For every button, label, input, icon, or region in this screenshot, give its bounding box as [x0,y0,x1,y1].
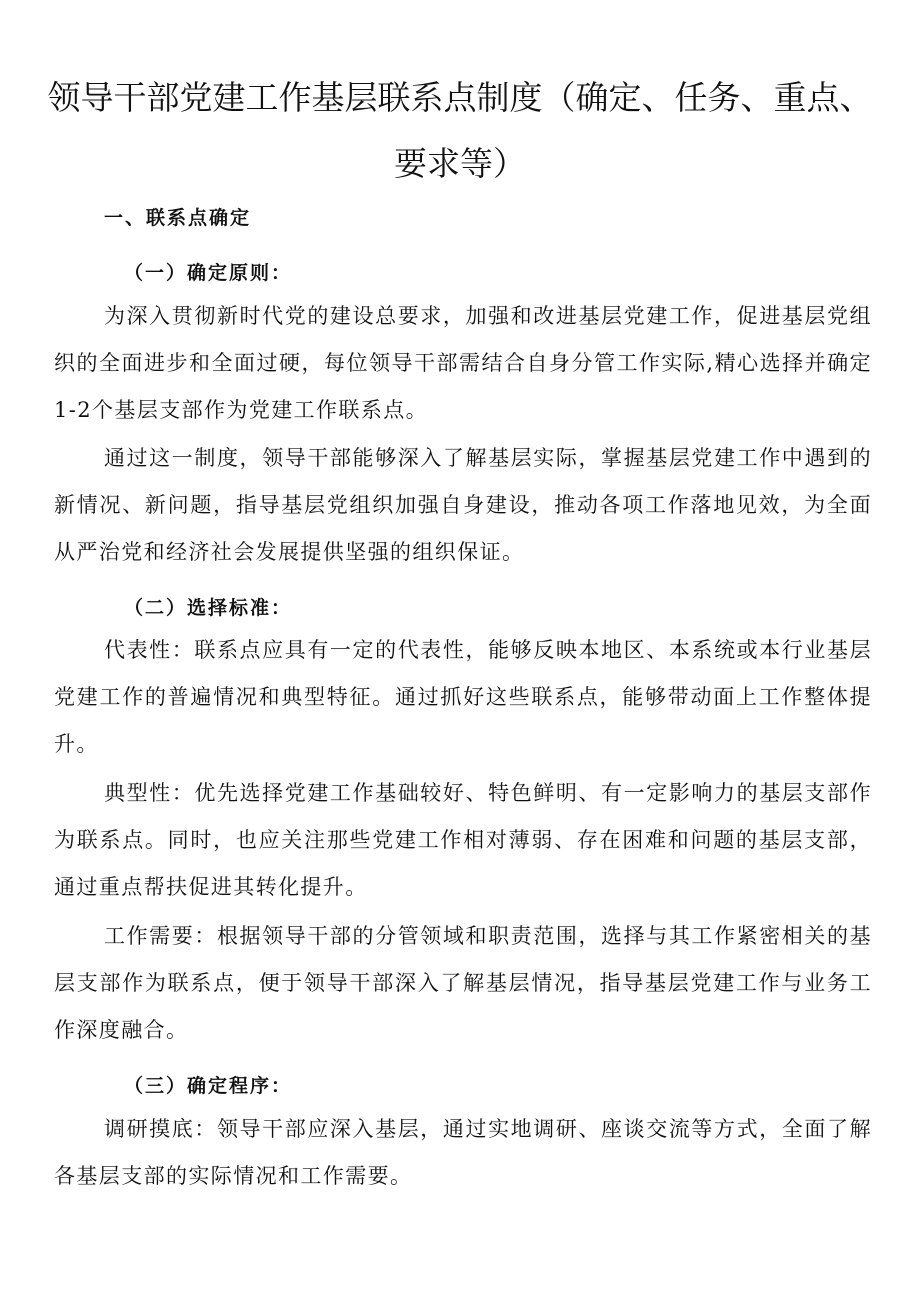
paragraph-criteria-representative: 代表性：联系点应具有一定的代表性，能够反映本地区、本系统或本行业基层党建工作的普遍情况和典型特征。通过抓好这些联系点，能够带动面上工作整体提升。 [54,638,872,756]
document-title-line-1: 领导干部党建工作基层联系点制度（确定、任务、重点、 [47,78,873,117]
subsection-heading-principles: （一）确定原则： [124,262,293,284]
paragraph-principles-1: 为深入贯彻新时代党的建设总要求，加强和改进基层党建工作，促进基层党组织的全面进步和全面过硬，每位领导干部需结合自身分管工作实际,精心选择并确定1-2个基层支部作为党建工作联系点。 [54,304,872,422]
paragraph-criteria-work-needs: 工作需要：根据领导干部的分管领域和职责范围，选择与其工作紧密相关的基层支部作为联系点，便于领导干部深入了解基层情况，指导基层党建工作与业务工作深度融合。 [54,924,872,1042]
subsection-heading-criteria: （二）选择标准： [124,597,293,619]
document-title-line-2: 要求等） [394,144,526,183]
paragraph-principles-2: 通过这一制度，领导干部能够深入了解基层实际，掌握基层党建工作中遇到的新情况、新问题，指导基层党组织加强自身建设，推动各项工作落地见效，为全面从严治党和经济社会发展提供坚强的组织保证。 [54,446,872,564]
paragraph-procedure-survey: 调研摸底：领导干部应深入基层，通过实地调研、座谈交流等方式，全面了解各基层支部的实际情况和工作需要。 [54,1117,872,1188]
section-heading-contact-point: 一、联系点确定 [104,207,252,229]
paragraph-criteria-typical: 典型性：优先选择党建工作基础较好、特色鲜明、有一定影响力的基层支部作为联系点。同时，也应关注那些党建工作相对薄弱、存在困难和问题的基层支部，通过重点帮扶促进其转化提升。 [54,781,872,899]
subsection-heading-procedure: （三）确定程序： [124,1075,293,1097]
